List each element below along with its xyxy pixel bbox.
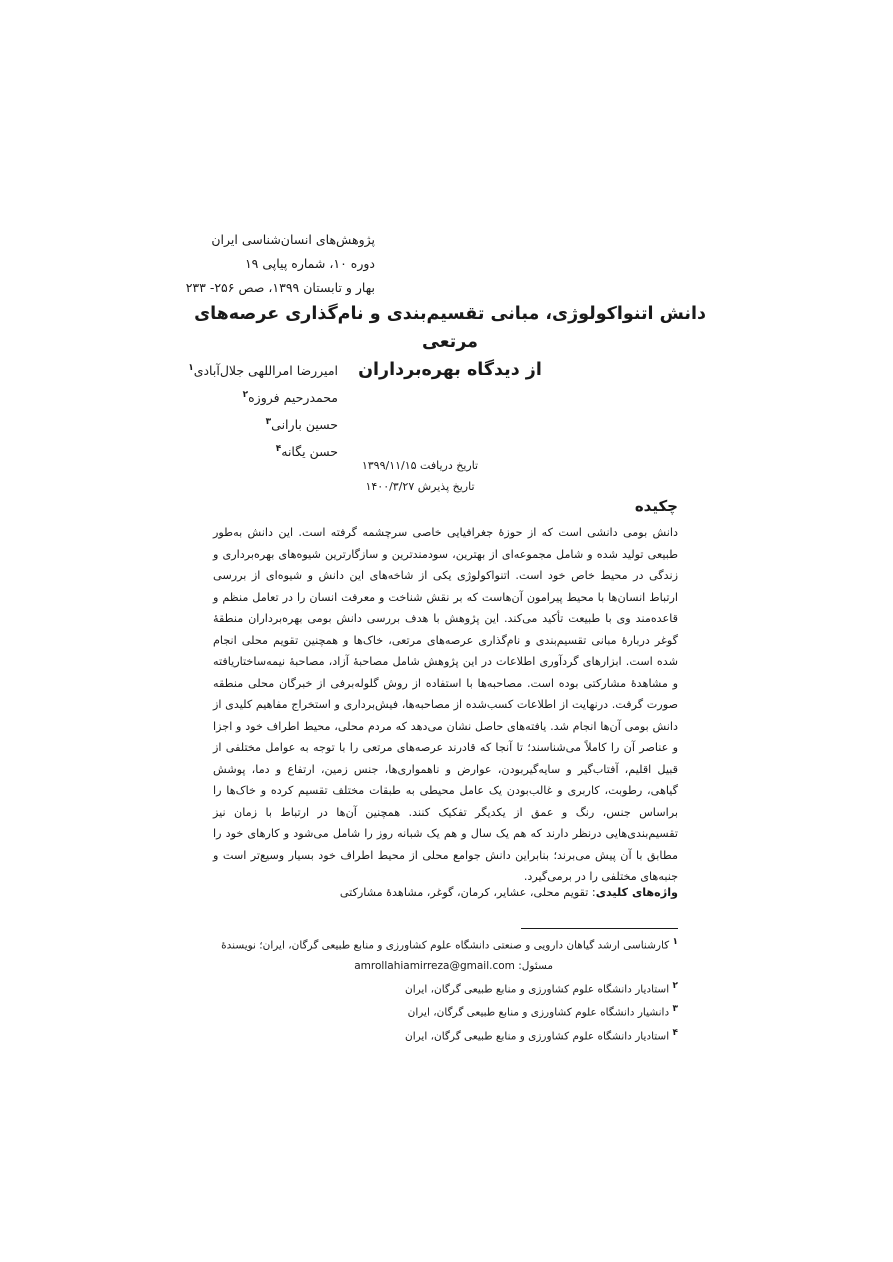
journal-name: پژوهش‌های انسان‌شناسی ایران [211, 232, 375, 247]
footnote-mark: ۳ [672, 1004, 678, 1014]
author-1 [58, 356, 338, 383]
footnote-1 [190, 932, 678, 956]
journal-season-pages: بهار و تابستان ۱۳۹۹، صص ۲۵۶- ۲۳۳ [185, 280, 375, 295]
author-name: حسن یگانه [281, 444, 338, 460]
author-list [58, 356, 338, 465]
footnote-mark: ۱ [672, 937, 678, 947]
author-affiliation-mark: ۴ [275, 444, 282, 455]
footnote-text: استادیار دانشگاه علوم کشاورزی و منابع طبیعی گرگان، ایران [405, 983, 670, 995]
keywords-label: واژه‌های کلیدی [595, 886, 678, 899]
abstract-body: دانش بومی دانشی است که از حوزهٔ جغرافیایی خاصی سرچشمه گرفته است. این دانش به‌طور طبیعی تولید شده و شامل مجموعه‌ای از بهترین، سودمندترین و سازگارترین شیوه‌های بهره‌برداری و زندگی در محیط خاص خود است. اتنواکولوژی یکی از شاخه‌های این دانش و شیوه‌ای از بررسی ارتباط انسان‌ها با محیط پیرامون آن‌هاست که بر نقش شناخت و معرفت انسان را در تعامل منظم و قاعده‌مند وی با طبیعت تأکید می‌کند. این پژوهش با هدف بررسی دانش بومی بهره‌برداران منطقهٔ گوغر دربارهٔ مبانی تقسیم‌بندی و نام‌گذاری عرصه‌های مرتعی، خاک‌ها و همچنین تقویم محلی انجام شده است. ابزارهای گردآوری اطلاعات در این پژوهش شامل مصاحبهٔ آزاد، مصاحبهٔ نیمه‌ساختاریافته و مشاهدهٔ مشارکتی بوده است. مصاحبه‌ها با استفاده از روش گلوله‌برفی از خبرگان محلی منطقه صورت گرفت. درنهایت از اطلاعات کسب‌شده از مصاحبه‌ها، فیش‌برداری و استخراج مفاهیم کلیدی از دانش بومی آن‌ها انجام شد. یافته‌های حاصل نشان می‌دهد که مردم محلی، محیط اطراف خود و اجزا و عناصر آن را کاملاً می‌شناسند؛ تا آنجا که قادرند عرصه‌های مرتعی را با توجه به عوامل مختلفی از قبیل اقلیم، آفتاب‌گیر و سایه‌گیربودن، عوارض و ناهمواری‌ها، جنس زمین، ارتفاع و دما، پوشش گیاهی، رطوبت، کاربری و غالب‌بودن یک عامل محیطی به طبقات مختلف تقسیم کرده و خاک‌ها را براساس جنس، رنگ و عمق از یکدیگر تفکیک کنند. همچنین آن‌ها در ارتباط با زمان نیز تقسیم‌بندی‌هایی درنظر دارند که هم یک سال و هم یک شبانه روز را شامل می‌شود و کارهای خود را مطابق با آن پیش می‌برند؛ بنابراین دانش جوامع محلی از محیط اطراف خود بسیار وسیع‌تر است و جنبه‌های مختلفی را در برمی‌گیرد. [213, 526, 678, 883]
footnote-text: مسئول: amrollahiamirreza@gmail.com [354, 959, 553, 972]
author-affiliation-mark: ۳ [265, 417, 272, 428]
footnote-mark: ۲ [672, 980, 678, 991]
title-line-1: دانش اتنواکولوژی، مبانی تقسیم‌بندی و نام‌گذاری عرصه‌های مرتعی [194, 304, 706, 352]
accepted-date: تاریخ پذیرش ۱۴۰۰/۳/۲۷ [365, 480, 475, 493]
footnote-divider [521, 928, 678, 929]
footnote-2 [190, 976, 678, 1000]
abstract-heading: چکیده [634, 497, 678, 515]
author-affiliation-mark: ۱ [188, 363, 194, 373]
author-name: امیررضا امراللهی جلال‌آبادی [193, 363, 338, 379]
footnote-mark: ۴ [672, 1027, 678, 1038]
footnote-1-continued [190, 956, 678, 976]
footnote-text: استادیار دانشگاه علوم کشاورزی و منابع طبیعی گرگان، ایران [405, 1030, 670, 1042]
article-dates [300, 455, 540, 497]
keywords-text: : تقویم محلی، عشایر، کرمان، گوغر، مشاهدهٔ مشارکتی [339, 886, 596, 899]
footnote-text: کارشناسی ارشد گیاهان دارویی و صنعتی دانشگاه علوم کشاورزی و منابع طبیعی گرگان، ایران؛ نویسندهٔ [221, 939, 670, 952]
author-affiliation-mark: ۲ [242, 390, 249, 401]
journal-info [115, 228, 375, 300]
title-line-2: از دیدگاه بهره‌برداران [358, 360, 542, 380]
author-name: حسین بارانی [271, 417, 338, 433]
footnote-3 [190, 999, 678, 1023]
author-3 [58, 410, 338, 437]
journal-issue: دوره ۱۰، شماره پیاپی ۱۹ [244, 256, 375, 271]
footnote-4 [190, 1023, 678, 1047]
received-date: تاریخ دریافت ۱۳۹۹/۱۱/۱۵ [361, 459, 479, 472]
footnote-text: دانشیار دانشگاه علوم کشاورزی و منابع طبیعی گرگان، ایران [407, 1006, 670, 1019]
author-name: محمدرحیم فروزه [248, 390, 338, 406]
author-2 [58, 383, 338, 410]
keywords [208, 883, 678, 903]
author-4 [58, 437, 338, 464]
footnotes [190, 932, 678, 1046]
